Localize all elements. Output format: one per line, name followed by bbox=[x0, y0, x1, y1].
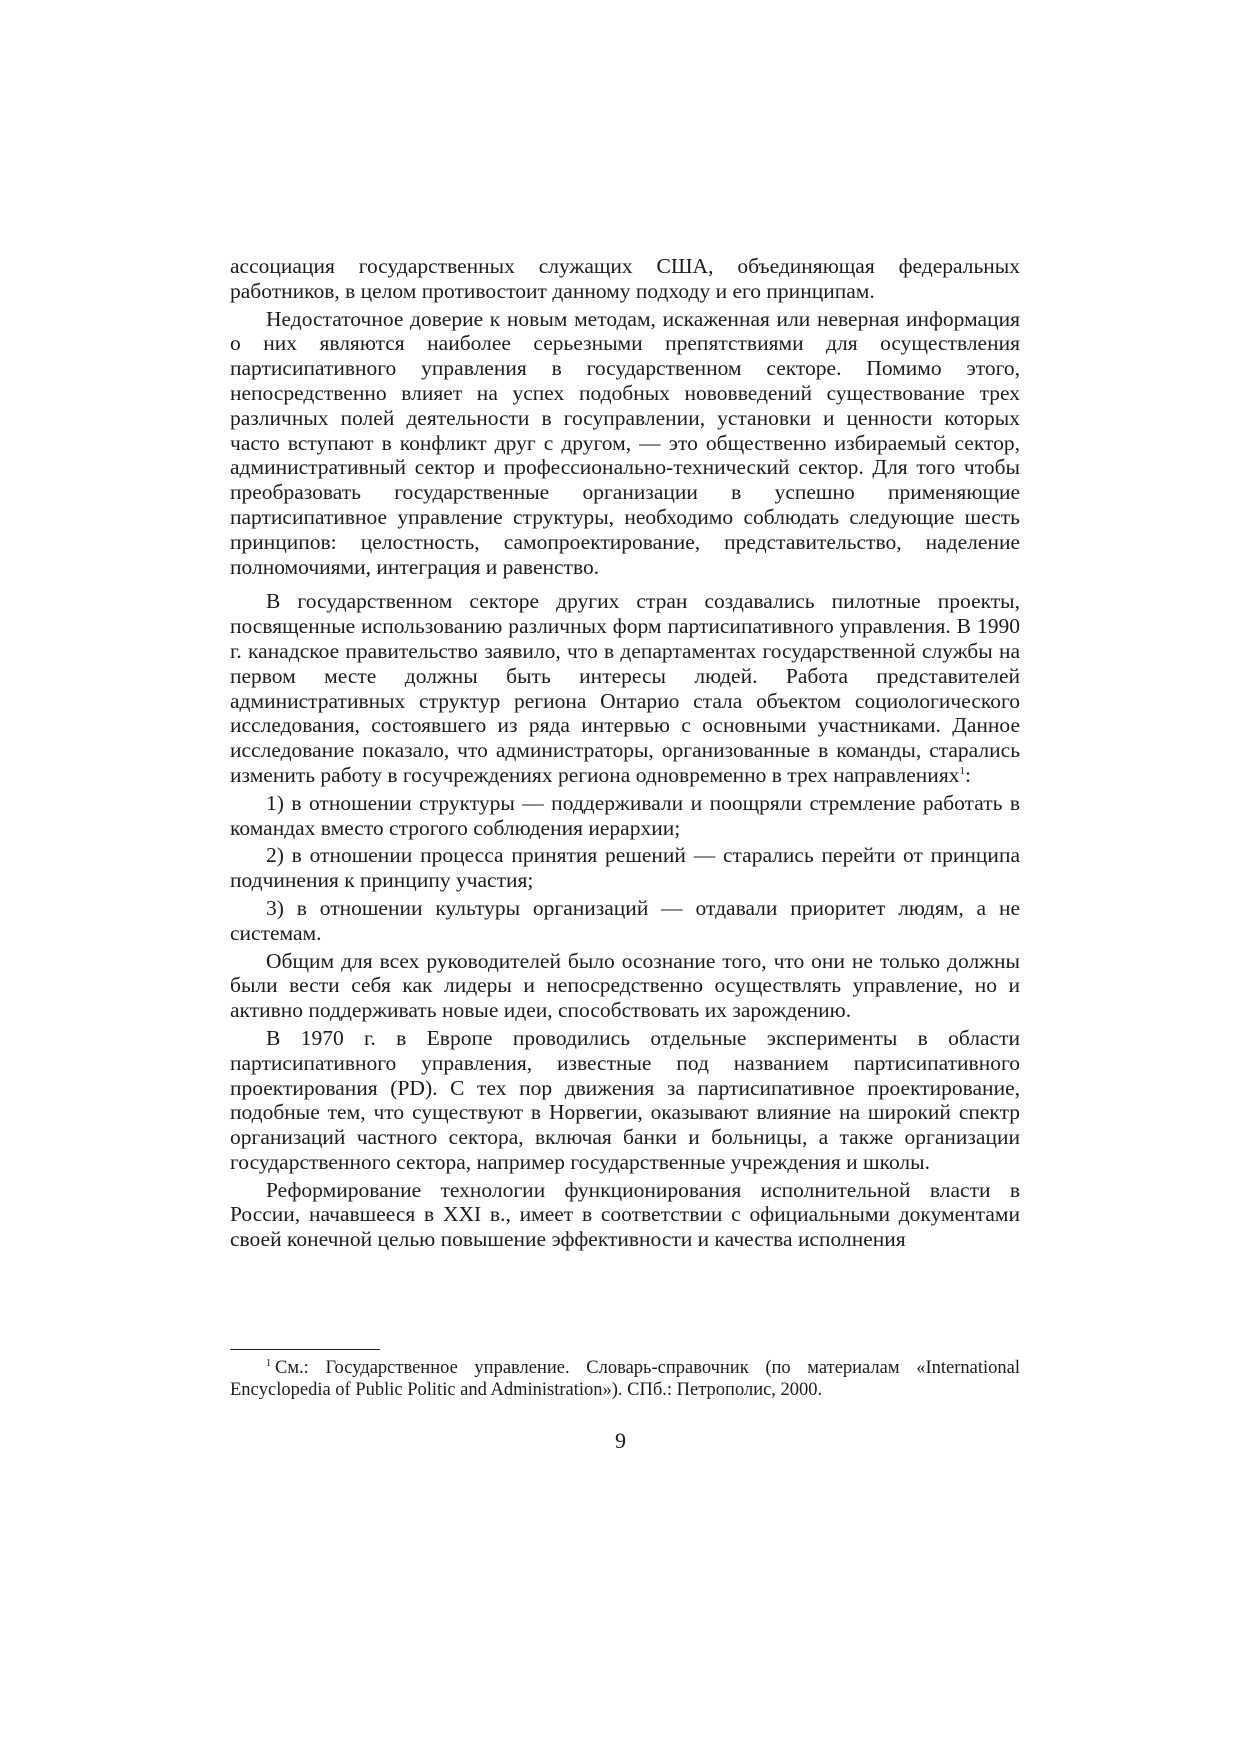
paragraph-text: Реформирование технологии функционирования исполнительной власти в России, начавшееся в XXI в., имеет в соответствии с официальными документами своей конечной целью повышение эффективности и качества исполнения bbox=[230, 1177, 1020, 1252]
paragraph bbox=[230, 307, 1020, 580]
paragraph bbox=[230, 949, 1020, 1023]
paragraph bbox=[230, 589, 1020, 787]
list-item-text: 2) в отношении процесса принятия решений — старались перейти от принципа подчинения к принципу участия; bbox=[230, 843, 1020, 893]
paragraph-text: ассоциация государственных служащих США, объединяющая федеральных работников, в целом противостоит данному подходу и его принципам. bbox=[230, 254, 1020, 303]
page-number: 9 bbox=[615, 1428, 626, 1453]
list-item-text: 1) в отношении структуры — поддерживали и поощряли стремление работать в командах вместо строгого соблюдения иерархии; bbox=[230, 790, 1020, 840]
paragraph bbox=[230, 1026, 1020, 1175]
footnote-reference[interactable]: 1 bbox=[959, 764, 965, 777]
footnote-divider bbox=[230, 1349, 380, 1350]
paragraph-text: В 1970 г. в Европе проводились отдельные эксперименты в области партисипативного управления, известные под названием партисипативного проектирования (PD). С тех пор движения за партисипативное проектирование, подобные тем, что существуют в Норвегии, оказывают влияние на широкий спектр организаций частного сектора, включая банки и больницы, а также организации государственного сектора, например государственные учреждения и школы. bbox=[230, 1025, 1020, 1174]
footnote bbox=[230, 1357, 1020, 1401]
paragraph bbox=[230, 254, 1020, 304]
paragraph-text: Общим для всех руководителей было осознание того, что они не только должны были вести себя как лидеры и непосредственно осуществлять управление, но и активно поддерживать новые идеи, способствовать их зарождению. bbox=[230, 948, 1020, 1023]
list-item bbox=[230, 843, 1020, 893]
main-text bbox=[230, 254, 1020, 1252]
paragraph bbox=[230, 1178, 1020, 1252]
paragraph-suffix: : bbox=[964, 762, 971, 787]
list-item bbox=[230, 791, 1020, 841]
paragraph-text: В государственном секторе других стран создавались пилотные проекты, посвященные использованию различных форм партисипативного управления. В 1990 г. канадское правительство заявило, что в департаментах государственной службы на первом месте должны быть интересы людей. Работа представителей административных структур региона Онтарио стала объектом социологического исследования, состоявшего из ряда интервью с основными участниками. Данное исследование показало, что администраторы, организованные в команды, старались изменить работу в госучреждениях региона одновременно в трех направлениях bbox=[230, 589, 1020, 787]
list-item-text: 3) в отношении культуры организаций — отдавали приоритет людям, а не системам. bbox=[230, 895, 1020, 945]
paragraph-text: Недостаточное доверие к новым методам, искаженная или неверная информация о них являются наиболее серьезными препятствиями для осуществления партисипативного управления в государственном секторе. Помимо этого, непосредственно влияет на успех подобных нововведений существование трех различных полей деятельности в госуправлении, установки и ценности которых часто вступают в конфликт друг с другом, — это общественно избираемый сектор, административный сектор и профессионально-технический сектор. Для того чтобы преобразовать государственные организации в успешно применяющие партисипативное управление структуры, необходимо соблюдать следующие шесть принципов: целостность, самопроектирование, представительство, наделение полномочиями, интеграция и равенство. bbox=[230, 306, 1020, 579]
page-body bbox=[230, 254, 1020, 1252]
footnote-text: См.: Государственное управление. Словарь-справочник (по материалам «International Encyclopedia of Public Politic and Administration»). СПб.: Петрополис, 2000. bbox=[230, 1358, 1020, 1400]
footnote-marker: 1 bbox=[266, 1357, 271, 1369]
list-item bbox=[230, 896, 1020, 946]
